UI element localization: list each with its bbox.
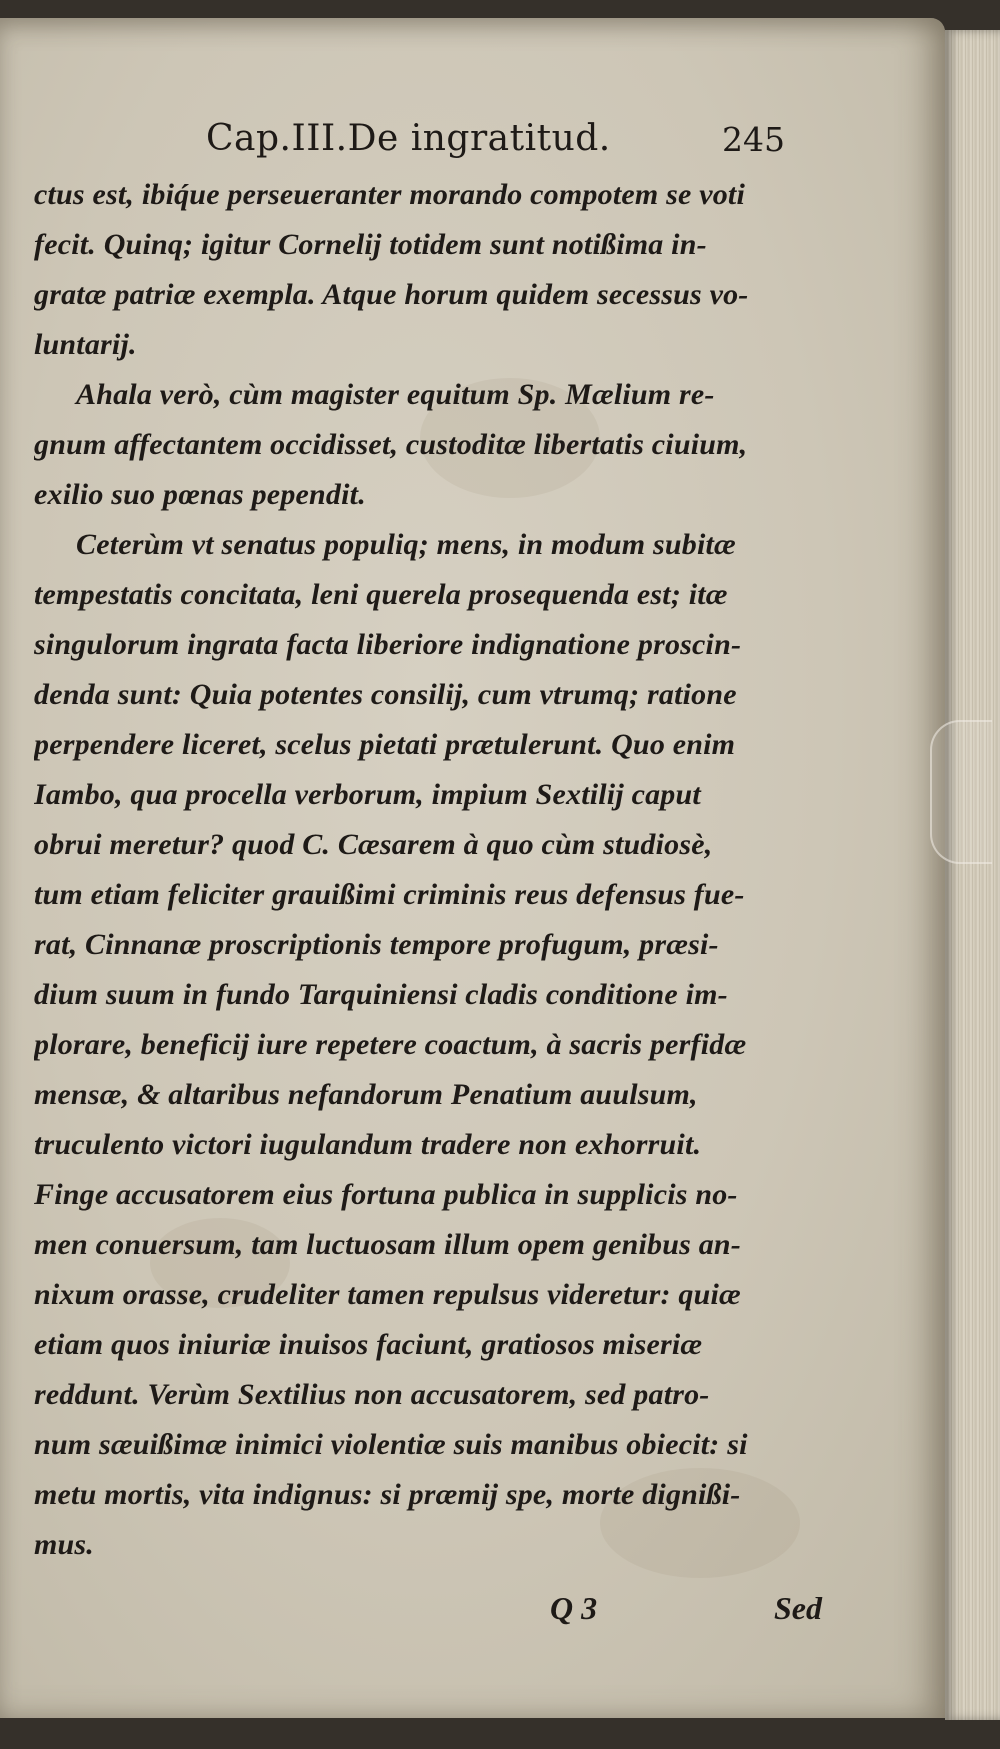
page-header (34, 118, 824, 170)
text-line: singulorum ingrata facta liberiore indignatione proscin- (34, 628, 742, 661)
text-line: denda sunt: Quia potentes consilij, cum vtrumq; ratione (34, 678, 737, 711)
page-text (34, 118, 824, 1650)
text-line: gratæ patriæ exempla. Atque horum quidem secessus vo- (34, 278, 749, 311)
text-line: rat, Cinnanæ proscriptionis tempore profugum, præsi- (34, 928, 719, 961)
text-line: ctus est, ibiq́ue perseueranter morando compotem se voti (34, 178, 745, 211)
text-line: mensæ, & altaribus nefandorum Penatium auulsum, (34, 1078, 698, 1111)
body-text (34, 170, 824, 1570)
text-line: Ahala verò, cùm magister equitum Sp. Mælium re- (76, 378, 715, 411)
text-line: dium suum in fundo Tarquiniensi cladis conditione im- (34, 978, 728, 1011)
text-line: Finge accusatorem eius fortuna publica in supplicis no- (34, 1178, 738, 1211)
text-line: luntarij. (34, 328, 137, 361)
text-line: num sæuißimæ inimici violentiæ suis manibus obiecit: si (34, 1428, 748, 1461)
text-line: plorare, beneficij iure repetere coactum, à sacris perfidæ (34, 1028, 747, 1061)
text-line: tempestatis concitata, leni querela prosequenda est; itæ (34, 578, 728, 611)
text-line: men conuersum, tam luctuosam illum opem genibus an- (34, 1228, 741, 1261)
text-line: gnum affectantem occidisset, custoditæ libertatis ciuium, (34, 428, 748, 461)
text-line: obrui meretur? quod C. Cæsarem à quo cùm studiosè, (34, 828, 713, 861)
catchword: Sed (774, 1590, 822, 1626)
text-line: Iambo, qua procella verborum, impium Sextilij caput (34, 778, 701, 811)
text-line: Ceterùm vt senatus populiq; mens, in modum subitæ (76, 528, 736, 561)
text-line: reddunt. Verùm Sextilius non accusatorem, sed patro- (34, 1378, 710, 1411)
page-footer (34, 1590, 824, 1650)
text-line: truculento victori iugulandum tradere non exhorruit. (34, 1128, 702, 1161)
text-line: tum etiam feliciter grauißimi criminis reus defensus fue- (34, 878, 745, 911)
text-line: nixum orasse, crudeliter tamen repulsus videretur: quiæ (34, 1278, 741, 1311)
text-line: metu mortis, vita indignus: si præmij spe, morte dignißi- (34, 1478, 741, 1511)
signature-mark: Q 3 (550, 1590, 598, 1626)
text-line: etiam quos iniuriæ inuisos faciunt, gratiosos miseriæ (34, 1328, 703, 1361)
text-line: mus. (34, 1528, 94, 1561)
page-edges (945, 30, 1000, 1720)
page-number: 245 (722, 120, 785, 159)
text-line: exilio suo pœnas pependit. (34, 478, 366, 511)
text-line: perpendere liceret, scelus pietati prætulerunt. Quo enim (34, 728, 736, 761)
clasp-mark (930, 720, 992, 864)
running-head: Cap.III.De ingratitud. (206, 118, 611, 159)
text-line: fecit. Quinq; igitur Cornelij totidem sunt notißima in- (34, 228, 707, 261)
